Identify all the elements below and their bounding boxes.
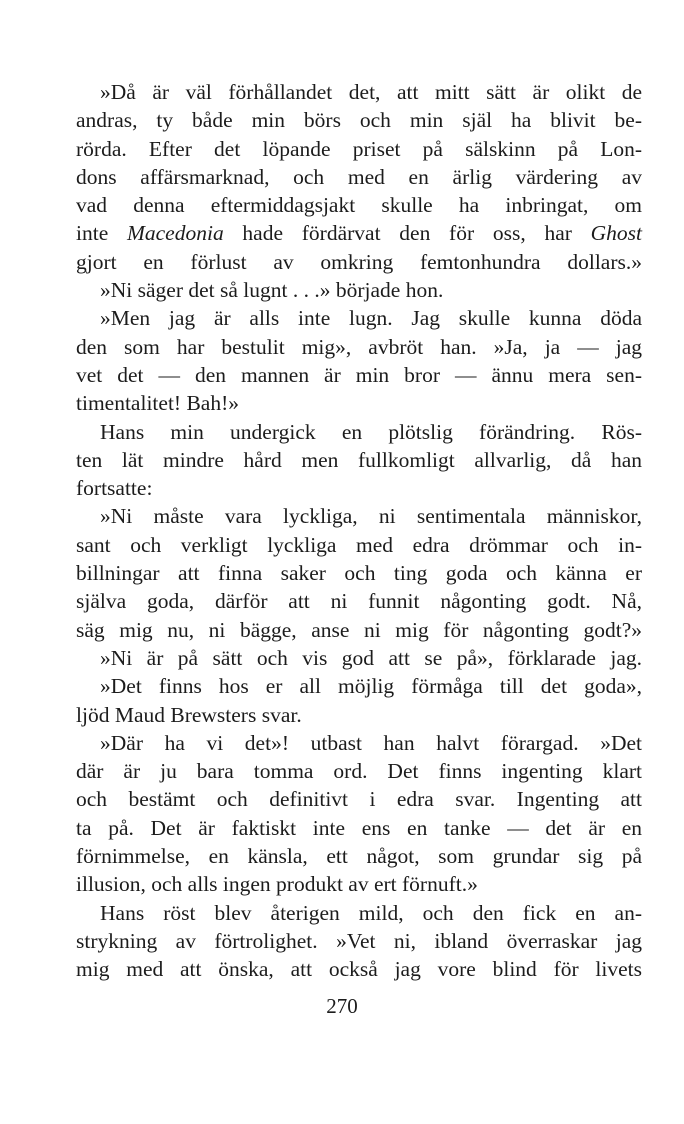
text-line: fortsatte: xyxy=(76,476,153,501)
text-line: ljöd Maud Brewsters svar. xyxy=(76,702,302,727)
text-line: »Det finns hos er all möjlig förmåga till det goda», xyxy=(100,674,642,699)
text-line: Hans röst blev återigen mild, och den fick en an- xyxy=(100,900,642,925)
text-line: »Då är väl förhållandet det, att mitt sätt är olikt de xyxy=(100,80,642,104)
text-line: mig med att önska, att också jag vore blind för livets xyxy=(76,957,642,982)
text-line: ten lät mindre hård men fullkomligt allvarlig, då han xyxy=(76,447,642,472)
body-text xyxy=(76,78,642,984)
italic-ship-name: Macedonia xyxy=(126,221,224,246)
italic-ship-name: Ghost xyxy=(590,221,643,246)
page-number: 270 xyxy=(326,994,358,1018)
text-line: »Men jag är alls inte lugn. Jag skulle kunna döda xyxy=(100,306,642,331)
text-line: och bestämt och definitivt i edra svar. Ingenting att xyxy=(76,787,642,812)
text-line: andras, ty både min börs och min själ ha blivit be- xyxy=(76,108,642,133)
text-line: timentalitet! Bah!» xyxy=(76,391,239,416)
text-line: den som har bestulit mig», avbröt han. »Ja, ja — jag xyxy=(76,334,642,359)
text-line: Hans min undergick en plötslig förändring. Rös- xyxy=(100,419,642,444)
text-line: »Där ha vi det»! utbast han halvt förargad. »Det xyxy=(100,730,642,755)
text-line: vad denna eftermiddagsjakt skulle ha inbringat, om xyxy=(76,193,642,218)
text-line: vet det — den mannen är min bror — ännu mera sen- xyxy=(76,362,642,387)
text-line: förnimmelse, en känsla, ett något, som grundar sig på xyxy=(76,844,642,869)
text-line: »Ni säger det så lugnt . . .» började hon. xyxy=(100,278,444,303)
text-line: billningar att finna saker och ting goda och känna er xyxy=(76,561,642,586)
text-line: ta på. Det är faktiskt inte ens en tanke — det är en xyxy=(76,815,642,840)
text-run: hade fördärvat den för oss, har xyxy=(223,221,591,246)
text-line: rörda. Efter det löpande priset på sälskinn på Lon- xyxy=(76,136,642,161)
text-line: »Ni är på sätt och vis god att se på», förklarade jag. xyxy=(100,645,642,670)
text-line: själva goda, därför att ni funnit någonting godt. Nå, xyxy=(76,589,642,614)
text-line: strykning av förtrolighet. »Vet ni, ibland överraskar jag xyxy=(76,928,642,953)
text-run: inte xyxy=(76,221,127,246)
text-line: gjort en förlust av omkring femtonhundra dollars.» xyxy=(76,249,642,274)
text-line: »Ni måste vara lyckliga, ni sentimentala människor, xyxy=(100,504,642,529)
text-line: säg mig nu, ni bägge, anse ni mig för någonting godt?» xyxy=(76,617,642,642)
text-line: dons affärsmarknad, och med en ärlig värdering av xyxy=(76,164,642,189)
text-line: där är ju bara tomma ord. Det finns ingenting klart xyxy=(76,759,642,784)
text-line: sant och verkligt lyckliga med edra drömmar och in- xyxy=(76,532,642,557)
text-line: illusion, och alls ingen produkt av ert förnuft.» xyxy=(76,872,478,897)
text-line xyxy=(76,219,642,247)
